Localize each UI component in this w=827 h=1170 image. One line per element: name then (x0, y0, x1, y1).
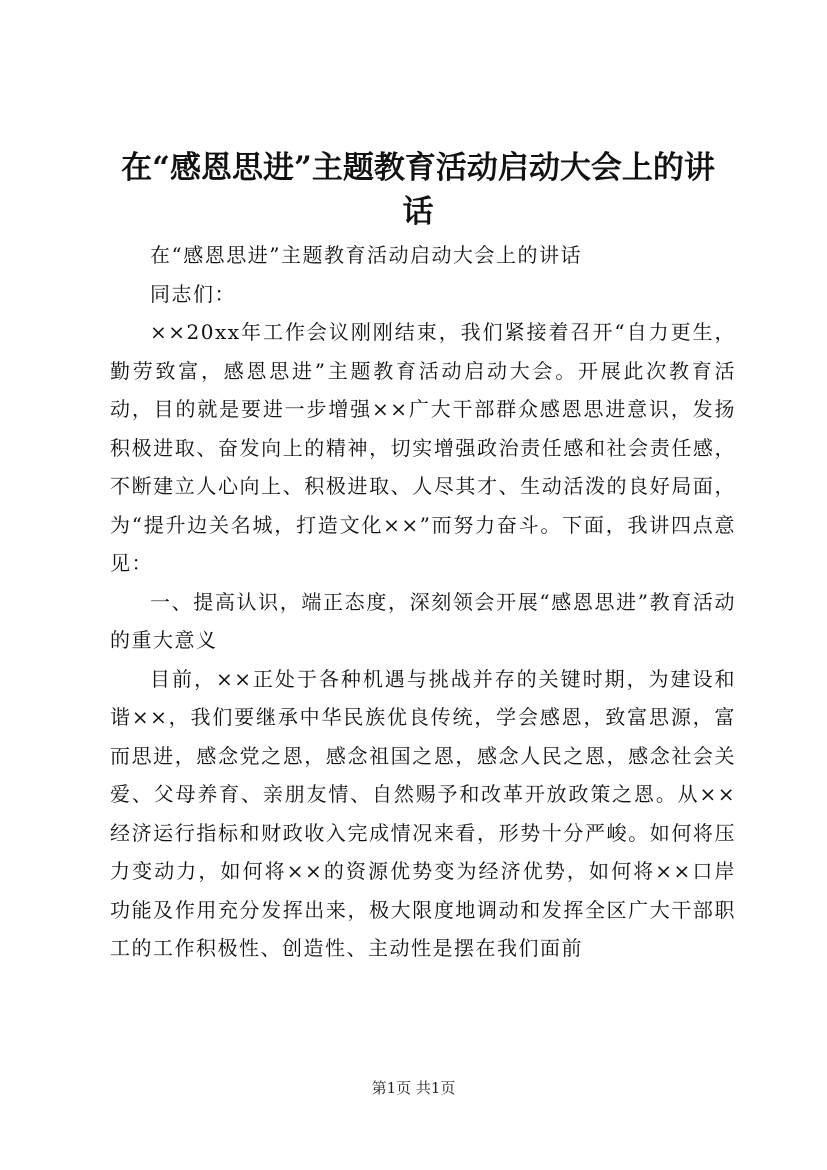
page-footer: 第1页 共1页 (371, 1079, 456, 1097)
paragraph-section-heading: 一、提高认识，端正态度，深刻领会开展“感恩思进”教育活动的重大意义 (110, 589, 736, 652)
document-title: 在“感恩思进”主题教育活动启动大会上的讲话 (121, 150, 715, 230)
paragraph-body: 目前，××正处于各种机遇与挑战并存的关键时期，为建设和谐××，我们要继承中华民族优良传统，学会感恩，致富思源，富而思进，感念党之恩，感念祖国之恩，感念人民之恩，感念社会关爱、父母养育、亲朋友情、自然赐予和改革开放政策之恩。从××经济运行指标和财政收入完成情况来看，形势十分严峻。如何将压力变动力，如何将××的资源优势变为经济优势，如何将××口岸功能及作用充分发挥出来，极大限度地调动和发挥全区广大干部职工的工作积极性、创造性、主动性是摆在我们面前 (110, 666, 736, 960)
paragraph-subtitle: 在“感恩思进”主题教育活动启动大会上的讲话 (150, 243, 582, 267)
paragraph-salutation: 同志们： (150, 281, 236, 306)
paragraph-intro: ××20xx年工作会议刚刚结束，我们紧接着召开“自力更生，勤劳致富，感恩思进”主题教育活动启动大会。开展此次教育活动，目的就是要进一步增强××广大干部群众感恩思进意识，发扬积极进取、奋发向上的精神，切实增强政治责任感和社会责任感，不断建立人心向上、积极进取、人尽其才、生动活泼的良好局面，为“提升边关名城，打造文化××”而努力奋斗。下面，我讲四点意见： (110, 320, 736, 575)
document-body (110, 236, 736, 968)
